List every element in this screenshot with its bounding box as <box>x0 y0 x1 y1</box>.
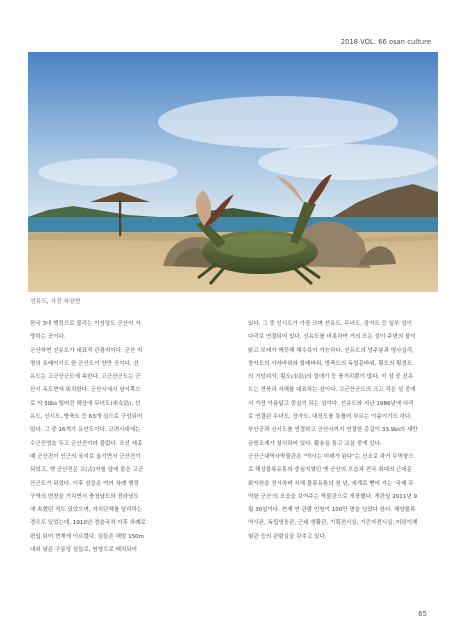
cloud <box>258 144 438 180</box>
photo-crab-sculpture-beach <box>28 52 438 292</box>
text-line: 역항 군산'의 모습을 보여주는 박물관으로 개장했다. 개관일 2011년 9 <box>248 493 417 500</box>
text-line: 군산하면 선유도가 대표적 관광지이다. 군산 지 <box>30 347 143 354</box>
text-line: 다리로 연결되어 있다. 선유도를 비롯하여 거의 모든 섬이 주변의 물이 <box>248 334 416 341</box>
text-line: 경우도 있었는데, 1910년 경술국치 이후 차례로 <box>30 520 146 527</box>
text-line: 명의 유래이기도 한 군산도이 양만 곳이다. 선 <box>30 360 139 367</box>
page-number: 65 <box>418 610 427 618</box>
text-line: 역사관, 독립영웅관, 근대 생활관, 기획전시실, 기증자전시실, 어린이체 <box>248 520 418 527</box>
text-line: 의 기암괴석, 횡도(水島)의 절애기 등 풍거리뿐이 많다. 이 섬 중 선유 <box>248 374 414 381</box>
text-line: 내외 낮은 구릉성 섬들로, 원형으로 배치되어 <box>30 547 138 554</box>
text-line: 편입 되어 현재에 이르렀다. 섬들은 해발 150m <box>30 533 145 540</box>
cloud <box>38 158 178 186</box>
text-line: 로 약 50㎞ 떨어진 해상에 무녀도(巫女島), 선 <box>30 400 141 407</box>
text-line: 로 연결된 무녀도, 장자도, 대장도를 통틀어 부르는 이름이기도 하다. <box>248 414 413 421</box>
text-line: 산군도가 되었다. 이후 섬들은 여러 차례 행정 <box>30 480 139 487</box>
text-line: 화자원을 전시하며 서해 물류유통의 천 년, 세계로 뻗어 가는 '국제 무 <box>248 480 414 487</box>
cloud <box>158 96 398 148</box>
text-line: 되었고, 옛 군산진은 고(古)자를 앞에 붙은 고군 <box>30 467 144 474</box>
text-line: 랑하는 곳이다. <box>30 334 66 341</box>
photo-caption: 선유도, 사진 차상현 <box>30 299 81 305</box>
article-column-right <box>248 318 442 544</box>
text-line: 험관 등의 관람실을 갖추고 있다. <box>248 533 327 540</box>
text-line: 부안군과 신시도를 연결하고 군산시까지 연결한 총길이 33.9㎞의 새만 <box>248 427 418 434</box>
text-line: 있다. 그 중 신시도가 가장 크며 선유도, 무녀도, 장자도 등 일부 섬이 <box>248 321 412 327</box>
text-line: 장자도의 사자바위와 할매바위, 방축도의 독립문바위, 횡도의 횡경도 <box>248 360 413 367</box>
text-line: 맑고 모래가 깨끗해 해수욕이 가능하다. 선유도의 망주봉과 명사십리, <box>248 347 414 354</box>
text-line: 금방조제가 설치되어 있다. 활용을 통고 교섬 중에 있다. <box>248 440 382 447</box>
running-header: 2018 VOL. 66 osan culture <box>340 38 431 46</box>
text-line: 월 30일이다. 현재 연 관람 인원이 100만 명을 넘었다 한다. 해양물류 <box>248 507 416 514</box>
text-line: 도는 전북과 서해를 대표하는 섬이다. 고군산군도의 크고 작은 섬 중에 <box>248 387 416 394</box>
text-line: 수군진영을 두고 군산진이라 불렀다. 조선 세종 <box>30 440 143 447</box>
text-line: 때 군산진이 인근의 육지로 옮기면서 군산진이 <box>30 453 141 460</box>
text-line: 군산근대역사박물관은 "역사는 미래가 된다"는 신조로 과거 무역항으 <box>248 453 414 460</box>
text-line: 서 가장 아름답고 중심이 되는 섬이다. 선유도와 지난 1986년에 다리 <box>248 400 414 407</box>
text-line: 한국 3대 뱅킹으로 불리는 이성당도 군산이 자 <box>30 321 141 327</box>
photo-illustration <box>28 52 438 292</box>
text-line: 산시 옥도면에 위치한다. 군산시에서 남서쪽으 <box>30 387 141 394</box>
text-line: 유도, 신시도, 방축도 등 63개 섬으로 구성되어 <box>30 414 143 421</box>
text-line: 유도는 고군산군도에 속한다. 고군산군도는 군 <box>30 374 141 381</box>
text-line: 있다. 그 중 16개가 유인도이다. 고려시대에는 <box>30 427 141 434</box>
text-line: 구역의 변천을 거치면서 충청남도와 전라남도 <box>30 493 139 500</box>
article-column-left <box>30 318 221 557</box>
text-line: 로 해상물류유통의 중심지였던 옛 군산의 모습과 전국 최대의 근대문 <box>248 467 413 474</box>
text-line: 에 속했던 적도 있었으며, 자치단체를 달리하는 <box>30 507 143 514</box>
